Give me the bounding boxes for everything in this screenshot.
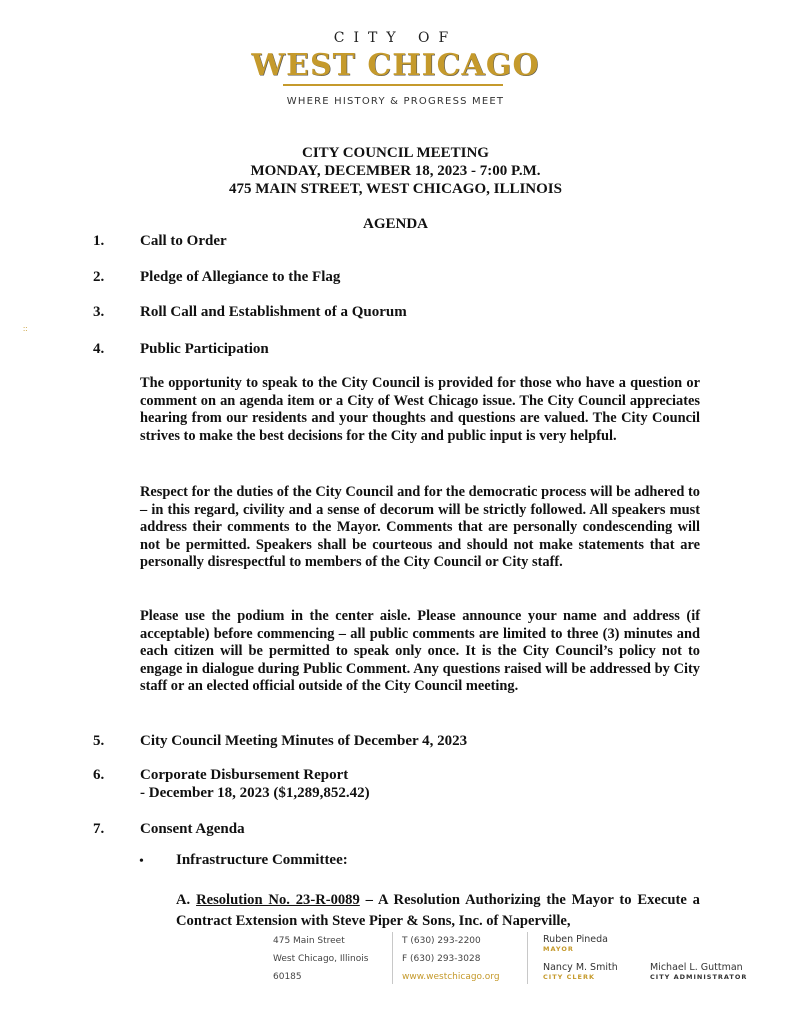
footer-street: 475 Main Street — [273, 936, 345, 946]
mayor-name: Ruben Pineda — [543, 934, 608, 945]
item-number: 1. — [93, 233, 105, 249]
public-participation-paragraph-2: Respect for the duties of the City Council and for the democratic process will be adhered to – in this regard, civility and a sense of decorum will be strictly followed. All speakers must address their comments to the Mayor. Comments that are personally condescending will not be permitted. Speakers shall be courteous and should not make statements that are personally disrespectful to members of the City Council or City staff. — [140, 484, 700, 571]
item-number: 7. — [93, 821, 105, 837]
item-number: 6. — [93, 767, 105, 783]
public-participation-paragraph-1: The opportunity to speak to the City Council is provided for those who have a question or comment on an agenda item or a City of West Chicago issue. The City Council appreciates hearing from our residents and your thoughts and questions are valued. The City Council strives to make the best decisions for the City and public input is very helpful. — [140, 375, 700, 444]
footer-clerk — [543, 962, 618, 981]
meeting-title: CITY COUNCIL MEETING — [302, 145, 489, 161]
item-public-participation: Public Participation — [140, 341, 269, 357]
logo-city-of: CITY OF — [333, 30, 458, 46]
item-number: 2. — [93, 269, 105, 285]
clerk-title: CITY CLERK — [543, 973, 595, 981]
item-consent-agenda: Consent Agenda — [140, 821, 245, 837]
footer-city: West Chicago, Illinois — [273, 954, 369, 964]
resolution-description: – A Resolution Authorizing the Mayor to Execute a Contract Extension with Steve Piper & Sons, Inc. of Naperville, — [176, 892, 700, 929]
footer-mayor — [543, 934, 608, 953]
footer-address — [273, 932, 368, 986]
resolution-letter: A. — [176, 892, 191, 908]
logo-divider — [283, 84, 503, 86]
item-roll-call: Roll Call and Establishment of a Quorum — [140, 304, 407, 320]
clerk-name: Nancy M. Smith — [543, 962, 618, 973]
administrator-title: CITY ADMINISTRATOR — [650, 973, 748, 981]
item-number: 4. — [93, 341, 105, 357]
mayor-title: MAYOR — [543, 945, 574, 953]
item-disbursement-report: Corporate Disbursement Report — [140, 767, 349, 783]
footer-zip: 60185 — [273, 972, 302, 982]
item-call-to-order: Call to Order — [140, 233, 227, 249]
bullet-marker: • — [139, 854, 144, 869]
footer-website-link[interactable]: www.westchicago.org — [402, 972, 500, 982]
footer-fax: F (630) 293-3028 — [402, 954, 481, 964]
meeting-date: MONDAY, DECEMBER 18, 2023 - 7:00 P.M. — [250, 163, 541, 179]
item-number: 3. — [93, 304, 105, 320]
logo-wordmark: WEST CHICAGO — [251, 48, 540, 83]
footer-administrator — [650, 962, 747, 981]
infrastructure-committee-heading: Infrastructure Committee: — [176, 852, 348, 868]
item-disbursement-amount: - December 18, 2023 ($1,289,852.42) — [140, 785, 370, 801]
scan-speck: :: — [23, 324, 28, 333]
resolution-number: Resolution No. 23-R-0089 — [196, 892, 360, 908]
footer-divider — [527, 932, 528, 984]
item-number: 5. — [93, 733, 105, 749]
meeting-location: 475 MAIN STREET, WEST CHICAGO, ILLINOIS — [228, 181, 562, 197]
agenda-heading: AGENDA — [362, 216, 428, 232]
item-pledge: Pledge of Allegiance to the Flag — [140, 269, 341, 285]
item-minutes: City Council Meeting Minutes of December 4, 2023 — [140, 733, 468, 749]
public-participation-paragraph-3: Please use the podium in the center aisle. Please announce your name and address (if acceptable) before commencing – all public comments are limited to three (3) minutes and each citizen will be permitted to speak only once. It is the City Council’s policy not to engage in dialogue during Public Comment. Any questions raised will be addressed by City staff or an elected official outside of the City Council meeting. — [140, 608, 700, 695]
footer-phone: T (630) 293-2200 — [402, 936, 481, 946]
footer-contact — [402, 932, 500, 986]
administrator-name: Michael L. Guttman — [650, 962, 743, 973]
logo-tagline: WHERE HISTORY & PROGRESS MEET — [286, 96, 505, 107]
footer-divider — [392, 932, 393, 984]
resolution-23-r-0089 — [176, 890, 700, 932]
